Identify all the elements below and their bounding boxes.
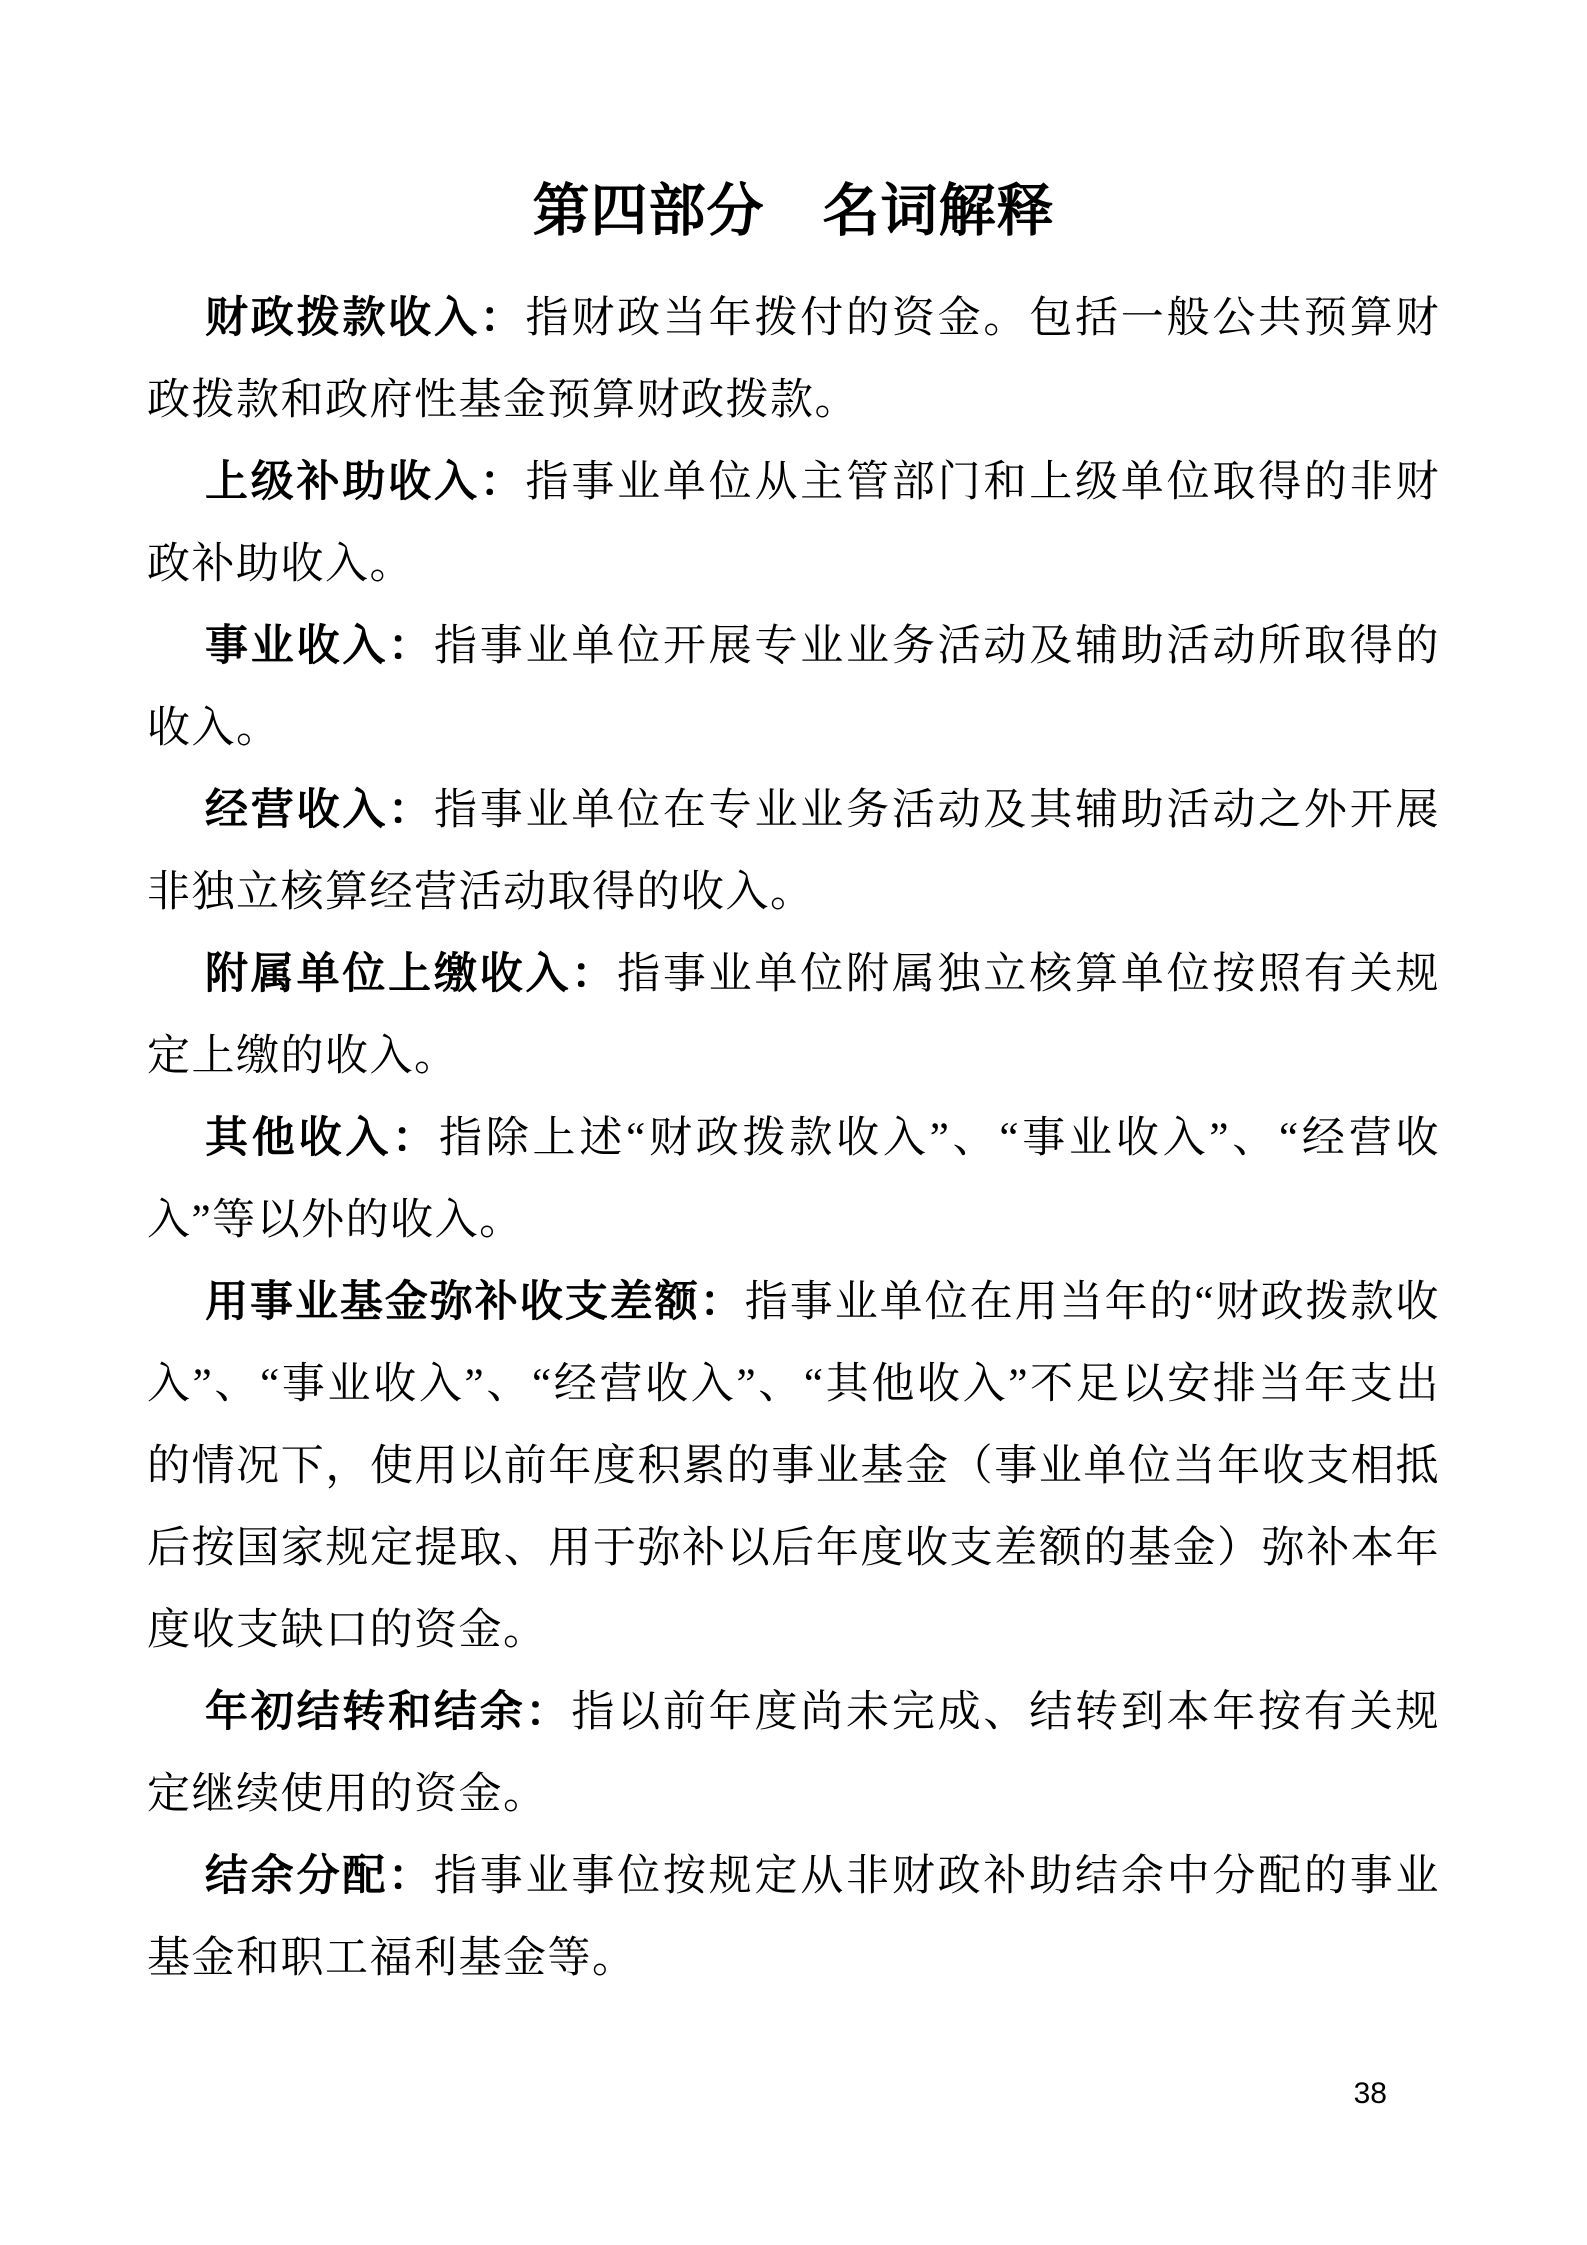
term-label: 财政拨款收入： — [205, 295, 526, 342]
term-definition: 指事业单位附属独立核算单位按照有关规定上缴的收入。 — [147, 951, 1441, 1080]
term-definition: 指以前年度尚未完成、结转到本年按有关规定继续使用的资金。 — [147, 1689, 1441, 1818]
glossary-paragraph — [147, 278, 1440, 442]
term-definition: 指事业单位在专业业务活动及其辅助活动之外开展非独立核算经营活动取得的收入。 — [147, 787, 1441, 916]
term-definition: 指除上述“财政拨款收入”、“事业收入”、“经营收入”等以外的收入。 — [147, 1115, 1441, 1244]
term-label: 年初结转和结余： — [205, 1689, 572, 1736]
glossary-paragraph — [147, 442, 1440, 606]
term-label: 用事业基金弥补收支差额： — [205, 1279, 745, 1326]
term-label: 上级补助收入： — [205, 459, 526, 506]
page-number: 38 — [1353, 2077, 1387, 2110]
term-definition: 指事业单位在用当年的“财政拨款收入”、“事业收入”、“经营收入”、“其他收入”不足以安排当年支出的情况下，使用以前年度积累的事业基金（事业单位当年收支相抵后按国家规定提取、用于弥补以后年度收支差额的基金）弥补本年度收支缺口的资金。 — [147, 1279, 1441, 1654]
term-definition: 指事业单位开展专业业务活动及辅助活动所取得的收入。 — [147, 623, 1441, 752]
glossary-paragraph — [147, 934, 1440, 1098]
glossary-paragraph — [147, 1836, 1440, 2000]
term-label: 经营收入： — [205, 787, 434, 834]
glossary-paragraph — [147, 1098, 1440, 1262]
glossary-paragraph — [147, 606, 1440, 770]
glossary-paragraph — [147, 1672, 1440, 1836]
glossary-paragraph — [147, 770, 1440, 934]
term-label: 结余分配： — [205, 1853, 434, 1900]
term-label: 其他收入： — [205, 1115, 439, 1162]
term-definition: 指事业事位按规定从非财政补助结余中分配的事业基金和职工福利基金等。 — [147, 1853, 1441, 1982]
glossary-paragraph — [147, 1262, 1440, 1672]
term-definition: 指财政当年拨付的资金。包括一般公共预算财政拨款和政府性基金预算财政拨款。 — [147, 295, 1441, 424]
page-title: 第四部分 名词解释 — [532, 180, 1055, 243]
term-label: 事业收入： — [205, 623, 434, 670]
glossary-section — [147, 278, 1440, 2000]
term-definition: 指事业单位从主管部门和上级单位取得的非财政补助收入。 — [147, 459, 1441, 588]
term-label: 附属单位上缴收入： — [205, 951, 618, 998]
